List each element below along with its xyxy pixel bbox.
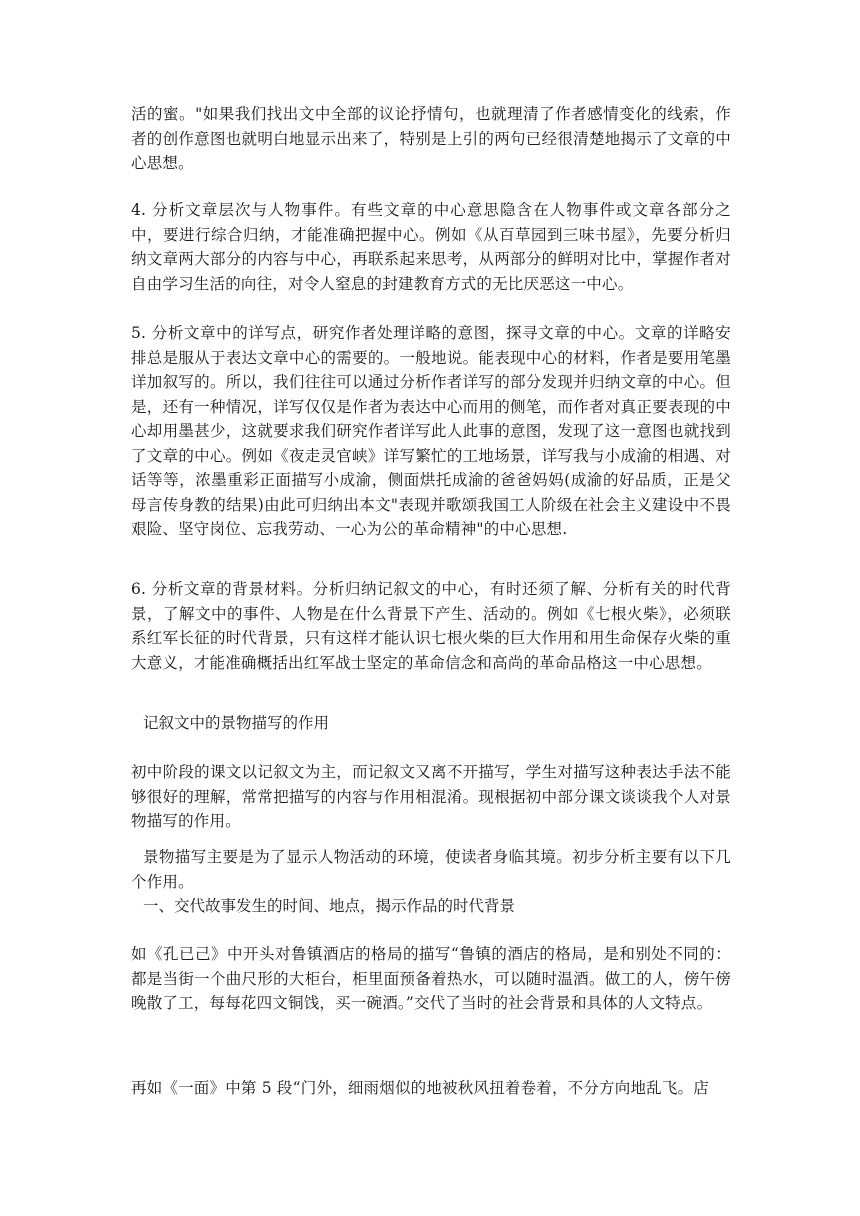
- paragraph-point-5: 5. 分析文章中的详写点，研究作者处理详略的意图，探寻文章的中心。文章的详略安排总是服从于表达文章中心的需要的。一般地说。能表现中心的材料，作者是要用笔墨详加叙写的。所以，我们往往可以通过分析作者详写的部分发现并归纳文章的中心。但是，还有一种情况，详写仅仅是作者为表达中心而用的侧笔，而作者对真正要表现的中心却用墨甚少，这就要求我们研究作者详写此人此事的意图，发现了这一意图也就找到了文章的中心。例如《夜走灵官峡》详写繁忙的工地场景，详写我与小成渝的相遇、对话等等，浓墨重彩正面描写小成渝，侧面烘托成渝的爸爸妈妈(成渝的好品质，正是父母言传身教的结果)由此可归纳出本文"表现并歌颂我国工人阶级在社会主义建设中不畏艰险、坚守岗位、忘我劳动、一心为公的革命精神"的中心思想.: [131, 324, 731, 538]
- paragraph-point-4: 4. 分析文章层次与人物事件。有些文章的中心意思隐含在人物事件或文章各部分之中，要进行综合归纳，才能准确把握中心。例如《从百草园到三味书屋》，先要分析归纳文章两大部分的内容与中心，再联系起来思考，从两部分的鲜明对比中，掌握作者对自由学习生活的向往，对令人窒息的封建教育方式的无比厌恶这一中心。: [131, 201, 731, 293]
- paragraph-scene-purpose: 景物描写主要是为了显示人物活动的环境，使读者身临其境。初步分析主要有以下几个作用。: [131, 848, 731, 891]
- subheading-one: 一、交代故事发生的时间、地点，揭示作品的时代背景: [143, 897, 516, 915]
- paragraph-example-yimian: 再如《一面》中第 5 段“门外，细雨烟似的地被秋风扭着卷着，不分方向地乱飞。店: [131, 1079, 709, 1097]
- section-heading: 记叙文中的景物描写的作用: [143, 714, 330, 732]
- paragraph-point-6: 6. 分析文章的背景材料。分析归纳记叙文的中心，有时还须了解、分析有关的时代背景，了解文中的事件、人物是在什么背景下产生、活动的。例如《七根火柴》，必须联系红军长征的时代背景，只有这样才能认识七根火柴的巨大作用和用生命保存火柴的重大意义，才能准确概括出红军战士坚定的革命信念和高尚的革命品格这一中心思想。: [131, 580, 731, 672]
- paragraph-example-kong-yiji: 如《孔已己》中开头对鲁镇酒店的格局的描写“鲁镇的酒店的格局，是和别处不同的：都是当街一个曲尺形的大柜台，柜里面预备着热水，可以随时温酒。做工的人，傍午傍晚散了工，每每花四文铜饯，买一碗酒。”交代了当时的社会背景和具体的人文特点。: [131, 945, 731, 1012]
- paragraph-continuation: 活的蜜。"如果我们找出文中全部的议论抒情句，也就理清了作者感情变化的线索，作者的创作意图也就明白地显示出来了，特别是上引的两句已经很清楚地揭示了文章的中心思想。: [131, 105, 731, 172]
- paragraph-intro: 初中阶段的课文以记叙文为主，而记叙文又离不开描写，学生对描写这种表达手法不能够很好的理解，常常把描写的内容与作用相混淆。现根据初中部分课文谈谈我个人对景物描写的作用。: [131, 763, 731, 830]
